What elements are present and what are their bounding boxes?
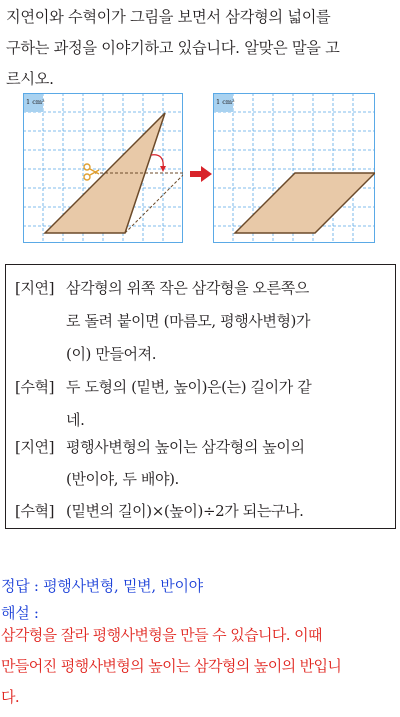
dialog-line: 로 돌려 붙이면 (마름모, 평행사변형)가: [66, 312, 311, 330]
explanation-line-3: 다.: [1, 688, 20, 706]
speaker-label: [수혁]: [15, 378, 55, 396]
question-line-2: 구하는 과정을 이야기하고 있습니다. 알맞은 말을 고: [6, 39, 340, 57]
right-arrow-icon: [190, 166, 212, 186]
unit-label-left: 1 cm²: [26, 98, 45, 106]
answer-line: 정답 : 평행사변형, 밑변, 반이야: [1, 577, 203, 595]
dialog-line: (이) 만들어져.: [66, 345, 157, 363]
dialog-box: [5, 264, 396, 529]
dialog-line: [지연] 삼각형의 위쪽 작은 삼각형을 오른쪽으: [15, 279, 309, 297]
speaker-label: [지연]: [15, 279, 55, 297]
explanation-text: [1, 620, 399, 713]
dialog-line: 네.: [66, 411, 85, 429]
question-line-1: 지연이와 수혁이가 그림을 보면서 삼각형의 넓이를: [6, 8, 331, 26]
dialog-line: [지연] 평행사변형의 높이는 삼각형의 높이의: [15, 438, 305, 456]
question-line-3: 르시오.: [6, 70, 54, 88]
triangle-figure: [23, 93, 183, 247]
parallelogram-figure: [213, 93, 375, 247]
explanation-label: 해설 :: [1, 604, 39, 622]
speaker-label: [지연]: [15, 438, 55, 456]
question-text: [6, 2, 398, 95]
unit-label-right: 1 cm²: [216, 98, 235, 106]
dialog-line: [수혁] (밑변의 길이)×(높이)÷2가 되는구나.: [15, 502, 304, 520]
speaker-label: [수혁]: [15, 502, 55, 520]
dialog-line: [수혁] 두 도형의 (밑변, 높이)은(는) 길이가 같: [15, 378, 312, 396]
explanation-line-1: 삼각형을 잘라 평행사변형을 만들 수 있습니다. 이때: [1, 626, 322, 644]
explanation-line-2: 만들어진 평행사변형의 높이는 삼각형의 높이의 반입니: [1, 657, 342, 675]
dialog-line: (반이야, 두 배야).: [66, 470, 179, 488]
